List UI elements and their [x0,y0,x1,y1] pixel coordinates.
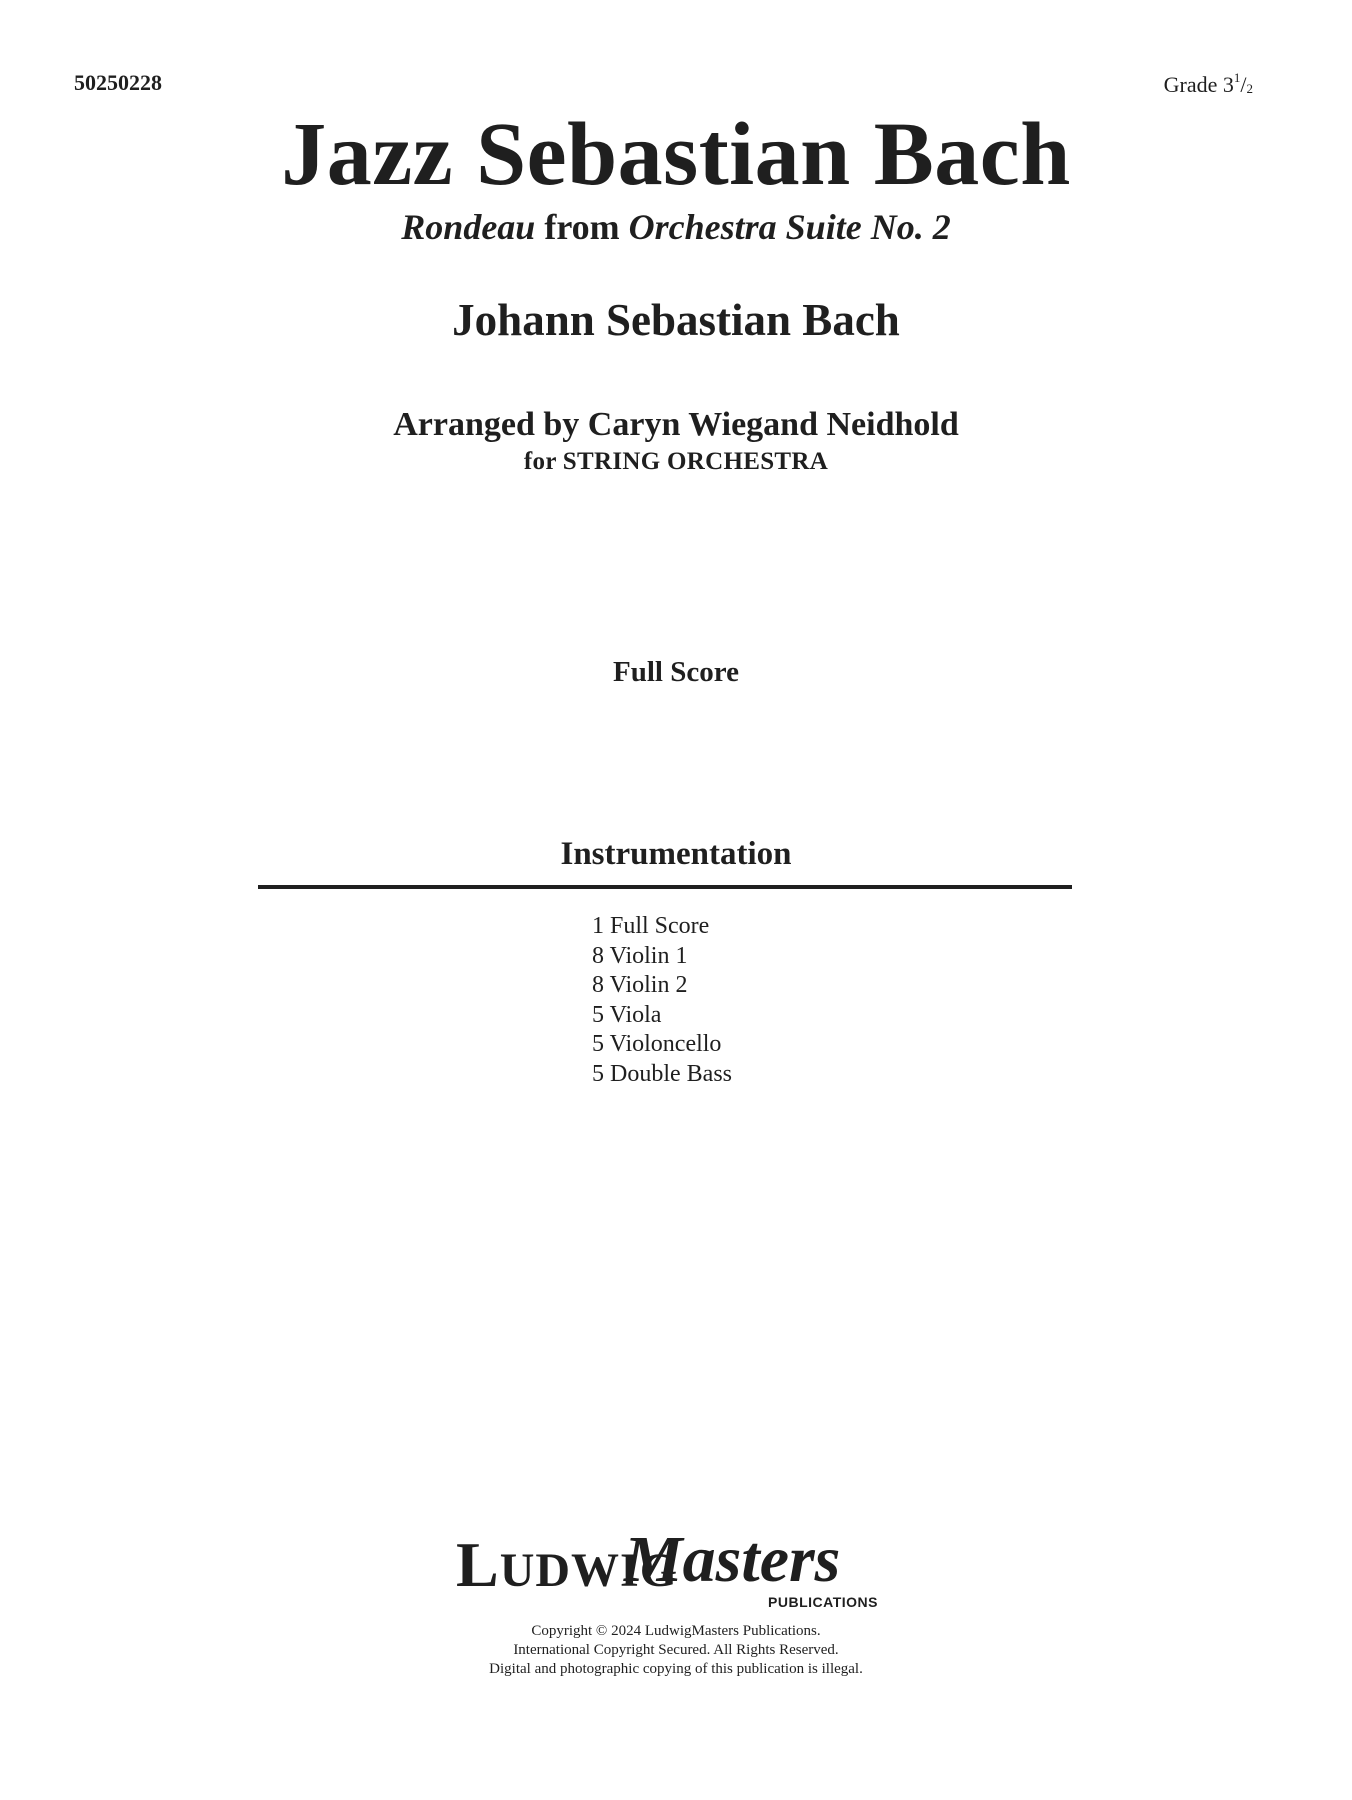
catalog-number: 50250228 [74,70,162,95]
instrument-item: 8 Violin 1 [592,942,688,969]
instrumentation-list [592,912,732,1089]
score-type: Full Score [613,656,739,688]
instrument-item: 5 Viola [592,1001,662,1028]
composer-name: Johann Sebastian Bach [452,295,900,345]
instrument-item: 5 Double Bass [592,1060,732,1087]
piece-title: Jazz Sebastian Bach [281,105,1071,204]
piece-subtitle [0,206,1352,248]
arranger-credit: Arranged by Caryn Wiegand Neidhold [393,406,959,443]
instrumentation-divider [258,885,1072,889]
instrument-item: 5 Violoncello [592,1031,722,1057]
publisher-logo [456,1522,896,1612]
grade-fraction-numerator: 1 [1233,70,1241,85]
subtitle-movement: Rondeau [401,207,536,247]
copyright-line: Copyright © 2024 LudwigMasters Publications. [531,1623,821,1639]
grade-text: Grade 3 [1163,72,1234,97]
subtitle-connector: from [535,207,629,247]
instrument-item: 8 Violin 2 [592,972,688,998]
logo-publications: PUBLICATIONS [768,1594,878,1610]
logo-ludwig-initial: L [456,1529,500,1600]
logo-masters: Masters [624,1523,841,1596]
ensemble-label: for STRING ORCHESTRA [523,448,829,475]
instrumentation-heading: Instrumentation [560,836,792,872]
logo-ludwig-rest: UDWIG [499,1544,679,1597]
copyright-line: International Copyright Secured. All Rights Reserved. [513,1642,839,1658]
subtitle-work: Orchestra Suite No. 2 [628,207,951,247]
instrument-item: 1 Full Score [592,913,710,939]
copyright-notice [0,1622,1352,1679]
grade-label: Grade $3^1/_2$ [1163,70,1253,97]
copyright-line: Digital and photographic copying of this publication is illegal. [489,1661,863,1677]
grade-fraction-denominator: 2 [1246,81,1253,96]
